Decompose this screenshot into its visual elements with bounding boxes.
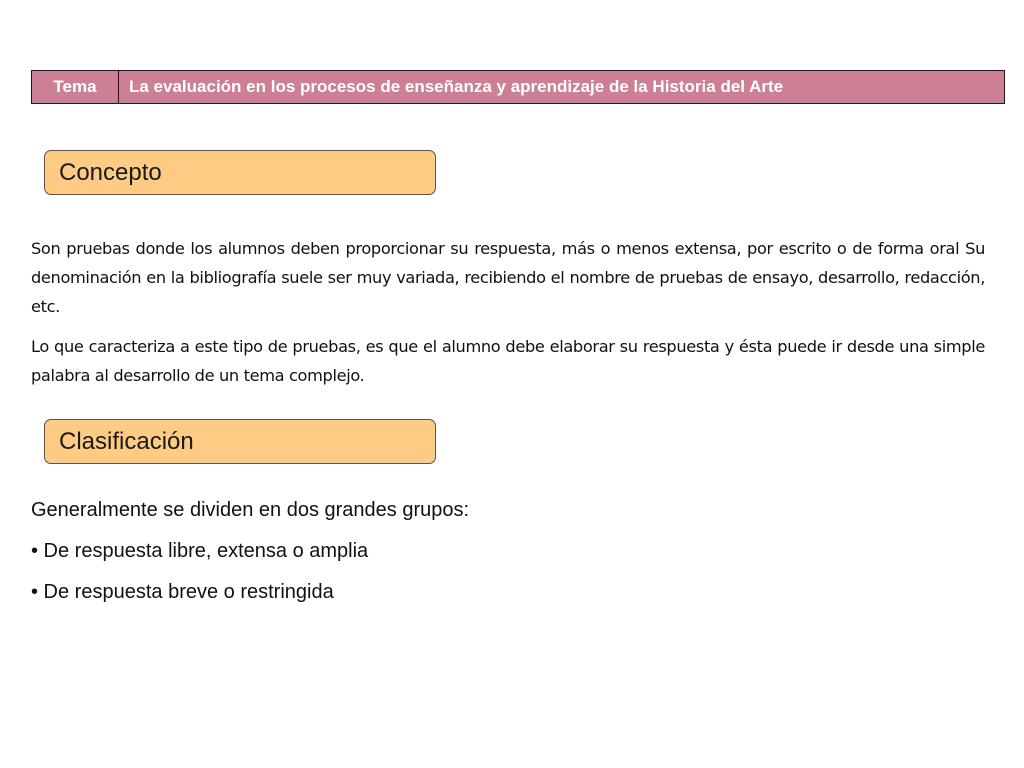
topic-header-table [31, 70, 1005, 104]
topic-value: La evaluación en los procesos de enseñanza y aprendizaje de la Historia del Arte [129, 77, 784, 96]
concepto-paragraph-2: Lo que caracteriza a este tipo de pruebas, es que el alumno debe elaborar su respuesta y ésta puede ir desde una simple palabra al desarrollo de un tema complejo. [31, 337, 985, 385]
concepto-section-title: Concepto [44, 150, 436, 195]
concepto-paragraph-1: Son pruebas donde los alumnos deben proporcionar su respuesta, más o menos extensa, por escrito o de forma oral Su denominación en la bibliografía suele ser muy variada, recibiendo el nombre de pruebas de ensayo, desarrollo, redacción, etc. [31, 239, 985, 316]
list-item: • De respuesta breve o restringida [31, 581, 334, 603]
clasificacion-section-title: Clasificación [44, 419, 436, 464]
clasificacion-intro: Generalmente se dividen en dos grandes grupos: [31, 499, 470, 521]
clasificacion-list [31, 495, 469, 618]
topic-label: Tema [32, 71, 119, 103]
list-item: • De respuesta libre, extensa o amplia [31, 540, 369, 562]
